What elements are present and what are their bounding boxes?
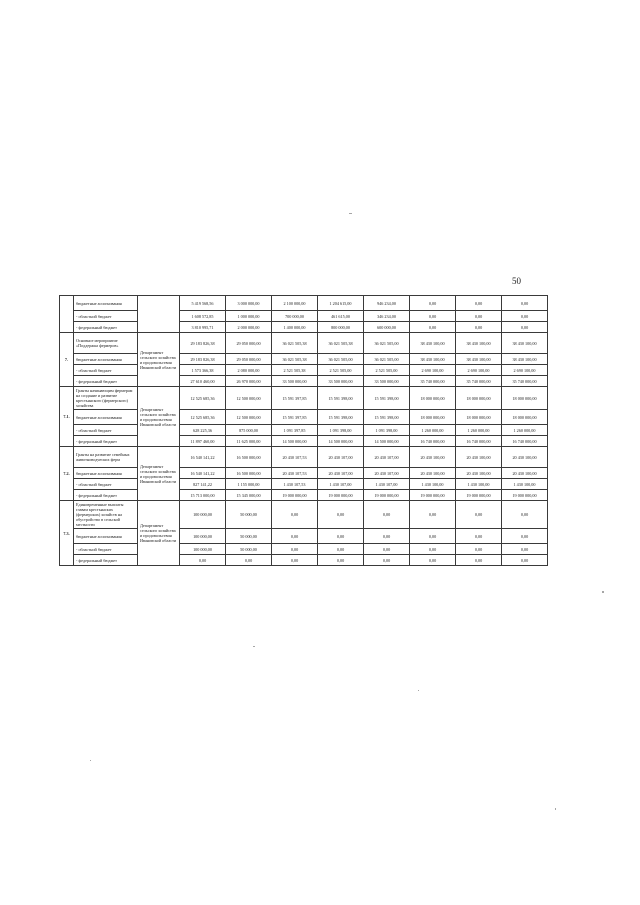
amount-cell: 2 690 100,00 [502, 365, 548, 376]
amount-cell: 15 345 000,00 [226, 490, 272, 501]
amount-cell: 50 000,00 [226, 529, 272, 544]
amount-cell: 33 500 000,00 [318, 376, 364, 387]
amount-cell: 0,00 [364, 544, 410, 555]
amount-cell: 100 000,00 [180, 544, 226, 555]
amount-cell: 2 690 100,00 [456, 365, 502, 376]
amount-cell: 19 000 000,00 [272, 490, 318, 501]
amount-cell: 100 000,00 [180, 501, 226, 529]
amount-cell: 36 021 505,38 [318, 333, 364, 354]
amount-cell: 19 000 000,00 [456, 490, 502, 501]
amount-cell: 15 591 398,00 [318, 410, 364, 425]
amount-cell: 20 430 107,00 [318, 468, 364, 479]
amount-cell: 20 430 107,00 [318, 447, 364, 468]
table-row [60, 529, 548, 544]
amount-cell: 12 500 000,00 [226, 387, 272, 410]
measure-name: Единовременные выплаты главам крестьянских (фермерских) хозяйств на обустройство в сельской местности [74, 501, 138, 529]
amount-cell: 2 521 505,38 [272, 365, 318, 376]
amount-cell: 0,00 [456, 544, 502, 555]
amount-cell: 0,00 [272, 544, 318, 555]
table-row [60, 296, 548, 311]
amount-cell: 2 521 505,00 [318, 365, 364, 376]
measure-name: - областной бюджет [74, 425, 138, 436]
table-row [60, 544, 548, 555]
amount-cell: 19 000 000,00 [364, 490, 410, 501]
amount-cell: 50 000,00 [226, 544, 272, 555]
amount-cell: 18 000 000,00 [502, 410, 548, 425]
table-row [60, 479, 548, 490]
amount-cell: 1 430 100,00 [502, 479, 548, 490]
amount-cell: 29 050 000,00 [226, 333, 272, 354]
amount-cell: 0,00 [502, 555, 548, 566]
amount-cell: 0,00 [456, 311, 502, 322]
table-row [60, 436, 548, 447]
amount-cell: 0,00 [226, 555, 272, 566]
amount-cell: 100 000,00 [180, 529, 226, 544]
table-row [60, 354, 548, 365]
amount-cell: 0,00 [272, 555, 318, 566]
amount-cell: 0,00 [364, 555, 410, 566]
scan-speck [253, 646, 255, 647]
budget-table-container [59, 295, 547, 566]
amount-cell: 0,00 [272, 501, 318, 529]
row-number: 7.3. [60, 501, 74, 566]
amount-cell: 1 430 100,00 [456, 479, 502, 490]
amount-cell: 0,00 [272, 529, 318, 544]
amount-cell: 29 183 826,38 [180, 354, 226, 365]
amount-cell: 2 000 000,00 [226, 322, 272, 333]
amount-cell: 1 260 000,00 [410, 425, 456, 436]
amount-cell: 11 625 000,00 [226, 436, 272, 447]
amount-cell: 1 091 398,00 [364, 425, 410, 436]
amount-cell: 0,00 [502, 322, 548, 333]
amount-cell: 20 430 100,00 [502, 447, 548, 468]
measure-name: - федеральный бюджет [74, 436, 138, 447]
table-row [60, 501, 548, 529]
amount-cell: 1 091 398,00 [318, 425, 364, 436]
amount-cell: 33 500 000,00 [364, 376, 410, 387]
amount-cell: 2 690 100,00 [410, 365, 456, 376]
table-row [60, 490, 548, 501]
amount-cell: 0,00 [502, 529, 548, 544]
amount-cell: 38 430 100,00 [410, 354, 456, 365]
amount-cell: 35 740 000,00 [502, 376, 548, 387]
amount-cell: 20 430 100,00 [410, 468, 456, 479]
amount-cell: 0,00 [502, 501, 548, 529]
table-row [60, 311, 548, 322]
amount-cell: 14 500 000,00 [318, 436, 364, 447]
executor: Департамент сельского хозяйства и продовольствия Ивановской области [138, 387, 180, 447]
amount-cell: 19 000 000,00 [410, 490, 456, 501]
amount-cell: 14 500 000,00 [272, 436, 318, 447]
amount-cell: 38 430 100,00 [410, 333, 456, 354]
amount-cell: 628 225,36 [180, 425, 226, 436]
amount-cell: 15 591 398,00 [364, 387, 410, 410]
scan-speck [349, 213, 352, 214]
amount-cell: 36 021 505,00 [364, 333, 410, 354]
amount-cell: 38 430 100,00 [456, 333, 502, 354]
amount-cell: 0,00 [410, 501, 456, 529]
amount-cell: 0,00 [318, 501, 364, 529]
amount-cell: 0,00 [180, 555, 226, 566]
amount-cell: 20 430 107,00 [364, 468, 410, 479]
measure-name: бюджетные ассигнования [74, 529, 138, 544]
measure-name: - федеральный бюджет [74, 490, 138, 501]
amount-cell: 0,00 [318, 544, 364, 555]
amount-cell: 0,00 [456, 529, 502, 544]
measure-name: Гранты начинающим фермерам на создание и развитие крестьянского (фермерского) хозяйства [74, 387, 138, 410]
amount-cell: 0,00 [410, 296, 456, 311]
amount-cell: 0,00 [410, 555, 456, 566]
amount-cell: 1 430 107,00 [364, 479, 410, 490]
amount-cell: 1 260 000,00 [456, 425, 502, 436]
amount-cell: 18 000 000,00 [456, 410, 502, 425]
budget-table [59, 295, 548, 566]
amount-cell: 0,00 [318, 555, 364, 566]
amount-cell: 16 540 141,22 [180, 447, 226, 468]
amount-cell: 875 000,00 [226, 425, 272, 436]
measure-name: - областной бюджет [74, 479, 138, 490]
amount-cell: 5 419 568,56 [180, 296, 226, 311]
amount-cell: 16 500 000,00 [226, 468, 272, 479]
table-body [60, 296, 548, 566]
amount-cell: 19 000 000,00 [318, 490, 364, 501]
row-number: 7.2. [60, 447, 74, 501]
measure-name: бюджетные ассигнования [74, 296, 138, 311]
amount-cell: 1 155 000,00 [226, 479, 272, 490]
amount-cell: 0,00 [502, 311, 548, 322]
amount-cell: 2 521 505,00 [364, 365, 410, 376]
amount-cell: 18 000 000,00 [456, 387, 502, 410]
amount-cell: 0,00 [410, 544, 456, 555]
amount-cell: 20 430 107,00 [364, 447, 410, 468]
amount-cell: 461 615,00 [318, 311, 364, 322]
table-row [60, 447, 548, 468]
scan-speck [90, 760, 91, 761]
amount-cell: 1 608 572,85 [180, 311, 226, 322]
executor: Департамент сельского хозяйства и продовольствия Ивановской области [138, 447, 180, 501]
amount-cell: 12 500 000,00 [226, 410, 272, 425]
measure-name: - областной бюджет [74, 544, 138, 555]
amount-cell: 600 000,00 [364, 322, 410, 333]
table-row [60, 410, 548, 425]
amount-cell: 36 021 505,00 [364, 354, 410, 365]
amount-cell: 827 141,22 [180, 479, 226, 490]
amount-cell: 0,00 [456, 296, 502, 311]
amount-cell: 0,00 [410, 322, 456, 333]
amount-cell: 15 591 398,00 [364, 410, 410, 425]
amount-cell: 12 525 685,36 [180, 387, 226, 410]
amount-cell: 38 430 100,00 [502, 354, 548, 365]
amount-cell: 16 740 000,00 [502, 436, 548, 447]
page-number: 50 [512, 276, 521, 286]
amount-cell: 20 430 100,00 [502, 468, 548, 479]
amount-cell: 29 183 826,38 [180, 333, 226, 354]
measure-name: - федеральный бюджет [74, 376, 138, 387]
amount-cell: 16 740 000,00 [456, 436, 502, 447]
amount-cell: 1 430 100,00 [410, 479, 456, 490]
amount-cell: 12 525 685,36 [180, 410, 226, 425]
amount-cell: 38 430 100,00 [502, 333, 548, 354]
amount-cell: 29 050 000,00 [226, 354, 272, 365]
amount-cell: 346 234,00 [364, 311, 410, 322]
table-row [60, 333, 548, 354]
amount-cell: 1 260 000,00 [502, 425, 548, 436]
amount-cell: 0,00 [410, 529, 456, 544]
amount-cell: 35 740 000,00 [456, 376, 502, 387]
amount-cell: 20 430 100,00 [456, 447, 502, 468]
amount-cell: 946 234,00 [364, 296, 410, 311]
amount-cell: 14 500 000,00 [364, 436, 410, 447]
amount-cell: 16 740 000,00 [410, 436, 456, 447]
amount-cell: 1 091 397,85 [272, 425, 318, 436]
amount-cell: 0,00 [502, 296, 548, 311]
amount-cell: 15 591 397,85 [272, 387, 318, 410]
amount-cell: 1 430 107,53 [272, 479, 318, 490]
table-row [60, 387, 548, 410]
amount-cell: 18 000 000,00 [502, 387, 548, 410]
amount-cell: 16 500 000,00 [226, 447, 272, 468]
amount-cell: 36 021 505,38 [272, 333, 318, 354]
amount-cell: 0,00 [364, 501, 410, 529]
amount-cell: 1 430 107,00 [318, 479, 364, 490]
row-number: 7.1. [60, 387, 74, 447]
measure-name: - областной бюджет [74, 365, 138, 376]
amount-cell: 0,00 [318, 529, 364, 544]
amount-cell: 0,00 [502, 544, 548, 555]
table-row [60, 322, 548, 333]
amount-cell: 15 591 398,00 [318, 387, 364, 410]
row-number: 7. [60, 333, 74, 387]
amount-cell: 35 740 000,00 [410, 376, 456, 387]
amount-cell: 18 000 000,00 [410, 410, 456, 425]
amount-cell: 3 810 995,71 [180, 322, 226, 333]
amount-cell: 20 430 100,00 [410, 447, 456, 468]
measure-name: - областной бюджет [74, 311, 138, 322]
amount-cell: 36 021 505,00 [318, 354, 364, 365]
scan-speck [418, 690, 419, 691]
amount-cell: 3 000 000,00 [226, 296, 272, 311]
table-row [60, 376, 548, 387]
amount-cell: 33 500 000,00 [272, 376, 318, 387]
executor: Департамент сельского хозяйства и продовольствия Ивановской области [138, 333, 180, 387]
amount-cell: 2 100 000,00 [272, 296, 318, 311]
amount-cell: 2 080 000,00 [226, 365, 272, 376]
amount-cell: 15 591 397,85 [272, 410, 318, 425]
amount-cell: 700 000,00 [272, 311, 318, 322]
amount-cell: 0,00 [456, 501, 502, 529]
amount-cell: 19 000 000,00 [502, 490, 548, 501]
executor: Департамент сельского хозяйства и продовольствия Ивановской области [138, 501, 180, 566]
table-row [60, 468, 548, 479]
amount-cell: 1 000 000,00 [226, 311, 272, 322]
amount-cell: 20 430 107,53 [272, 468, 318, 479]
table-row [60, 555, 548, 566]
amount-cell: 20 430 107,53 [272, 447, 318, 468]
amount-cell: 15 713 000,00 [180, 490, 226, 501]
table-row [60, 425, 548, 436]
amount-cell: 0,00 [456, 322, 502, 333]
measure-name: - федеральный бюджет [74, 555, 138, 566]
amount-cell: 20 430 100,00 [456, 468, 502, 479]
amount-cell: 50 000,00 [226, 501, 272, 529]
amount-cell: 26 970 000,00 [226, 376, 272, 387]
measure-name: бюджетные ассигнования [74, 468, 138, 479]
measure-name: - федеральный бюджет [74, 322, 138, 333]
amount-cell: 18 000 000,00 [410, 387, 456, 410]
amount-cell: 27 610 460,00 [180, 376, 226, 387]
executor [138, 296, 180, 333]
measure-name: бюджетные ассигнования [74, 410, 138, 425]
row-number [60, 296, 74, 333]
amount-cell: 800 000,00 [318, 322, 364, 333]
amount-cell: 38 430 100,00 [456, 354, 502, 365]
measure-name: Основное мероприятие «Поддержка фермеров» [74, 333, 138, 354]
amount-cell: 1 573 366,38 [180, 365, 226, 376]
amount-cell: 0,00 [456, 555, 502, 566]
scan-speck [555, 808, 556, 810]
scan-speck [602, 591, 604, 593]
amount-cell: 0,00 [410, 311, 456, 322]
table-row [60, 365, 548, 376]
amount-cell: 11 897 460,00 [180, 436, 226, 447]
amount-cell: 16 540 141,22 [180, 468, 226, 479]
amount-cell: 1 204 615,00 [318, 296, 364, 311]
amount-cell: 36 021 505,38 [272, 354, 318, 365]
measure-name: Гранты на развитие семейных животноводческих ферм [74, 447, 138, 468]
amount-cell: 1 400 000,00 [272, 322, 318, 333]
measure-name: бюджетные ассигнования [74, 354, 138, 365]
amount-cell: 0,00 [364, 529, 410, 544]
